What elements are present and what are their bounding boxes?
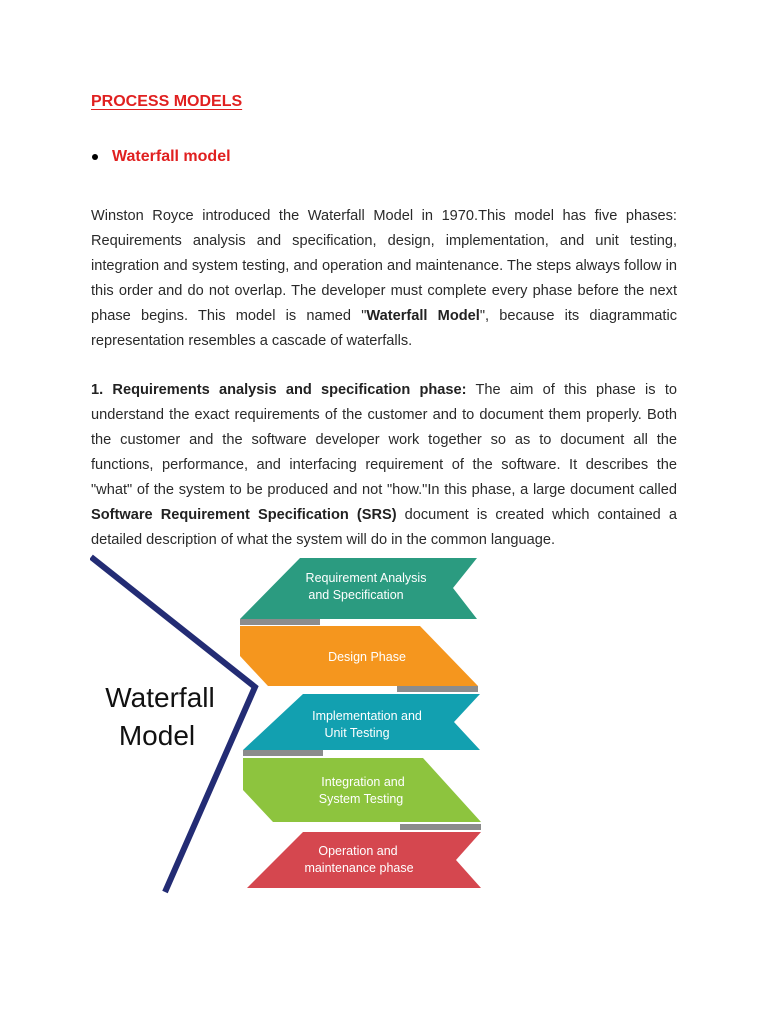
phase-5-label-line1: Operation and <box>318 844 398 858</box>
intro-bold-term: Waterfall Model <box>366 308 480 324</box>
srs-bold-term: Software Requirement Specification (SRS) <box>91 507 397 523</box>
phase-operation <box>247 832 481 888</box>
phase-5-label-line2: maintenance phase <box>304 861 414 875</box>
phase-4-label-line1: Integration and <box>321 775 405 789</box>
diagram-title-line1: Waterfall <box>105 682 215 713</box>
connector-tab <box>400 824 481 830</box>
bullet-dot-icon <box>92 154 98 160</box>
diagram-title-line2: Model <box>118 720 196 751</box>
phase-integration <box>243 758 481 822</box>
requirements-text-1: The aim of this phase is to understand the exact requirements of the customer and to document them properly. Both the customer and the software developer work together so as to document all the functions, performance, and interfacing requirement of the software. It describes the "what" of the system to be produced and not "how."In this phase, a large document called <box>91 382 678 498</box>
requirements-lead: 1. Requirements analysis and specification phase: <box>91 382 467 398</box>
phase-3-label-line2: Unit Testing <box>324 726 390 740</box>
bullet-label: Waterfall model <box>112 148 231 165</box>
phase-4-label-line2: System Testing <box>318 792 404 806</box>
intro-paragraph <box>91 204 677 354</box>
connector-tab <box>397 686 478 692</box>
phase-3-label-line1: Implementation and <box>312 709 422 723</box>
intro-text-2: ", because its diagrammatic representation resembles a cascade of waterfalls. <box>91 308 677 349</box>
page-title: PROCESS MODELS <box>91 93 243 110</box>
connector-tab <box>243 750 323 756</box>
phase-2-label: Design Phase <box>328 650 406 664</box>
phase-1-label-line1: Requirement Analysis <box>305 571 427 585</box>
requirements-paragraph <box>91 378 677 553</box>
bullet-item-waterfall <box>91 148 231 166</box>
intro-text-1: Winston Royce introduced the Waterfall Model in 1970.This model has five phases: Requirements analysis and specification, design, implementation, and unit testing, integration and system testing, and operation and maintenance. The steps always follow in this order and do not overlap. The developer must complete every phase before the next phase begins. This model is named " <box>91 208 677 324</box>
requirements-text-2: document is created which contained a detailed description of what the system will do in the common language. <box>91 507 677 548</box>
phase-1-label-line2: and Specification <box>308 588 404 602</box>
connector-tab <box>240 619 320 625</box>
waterfall-diagram <box>90 552 490 894</box>
